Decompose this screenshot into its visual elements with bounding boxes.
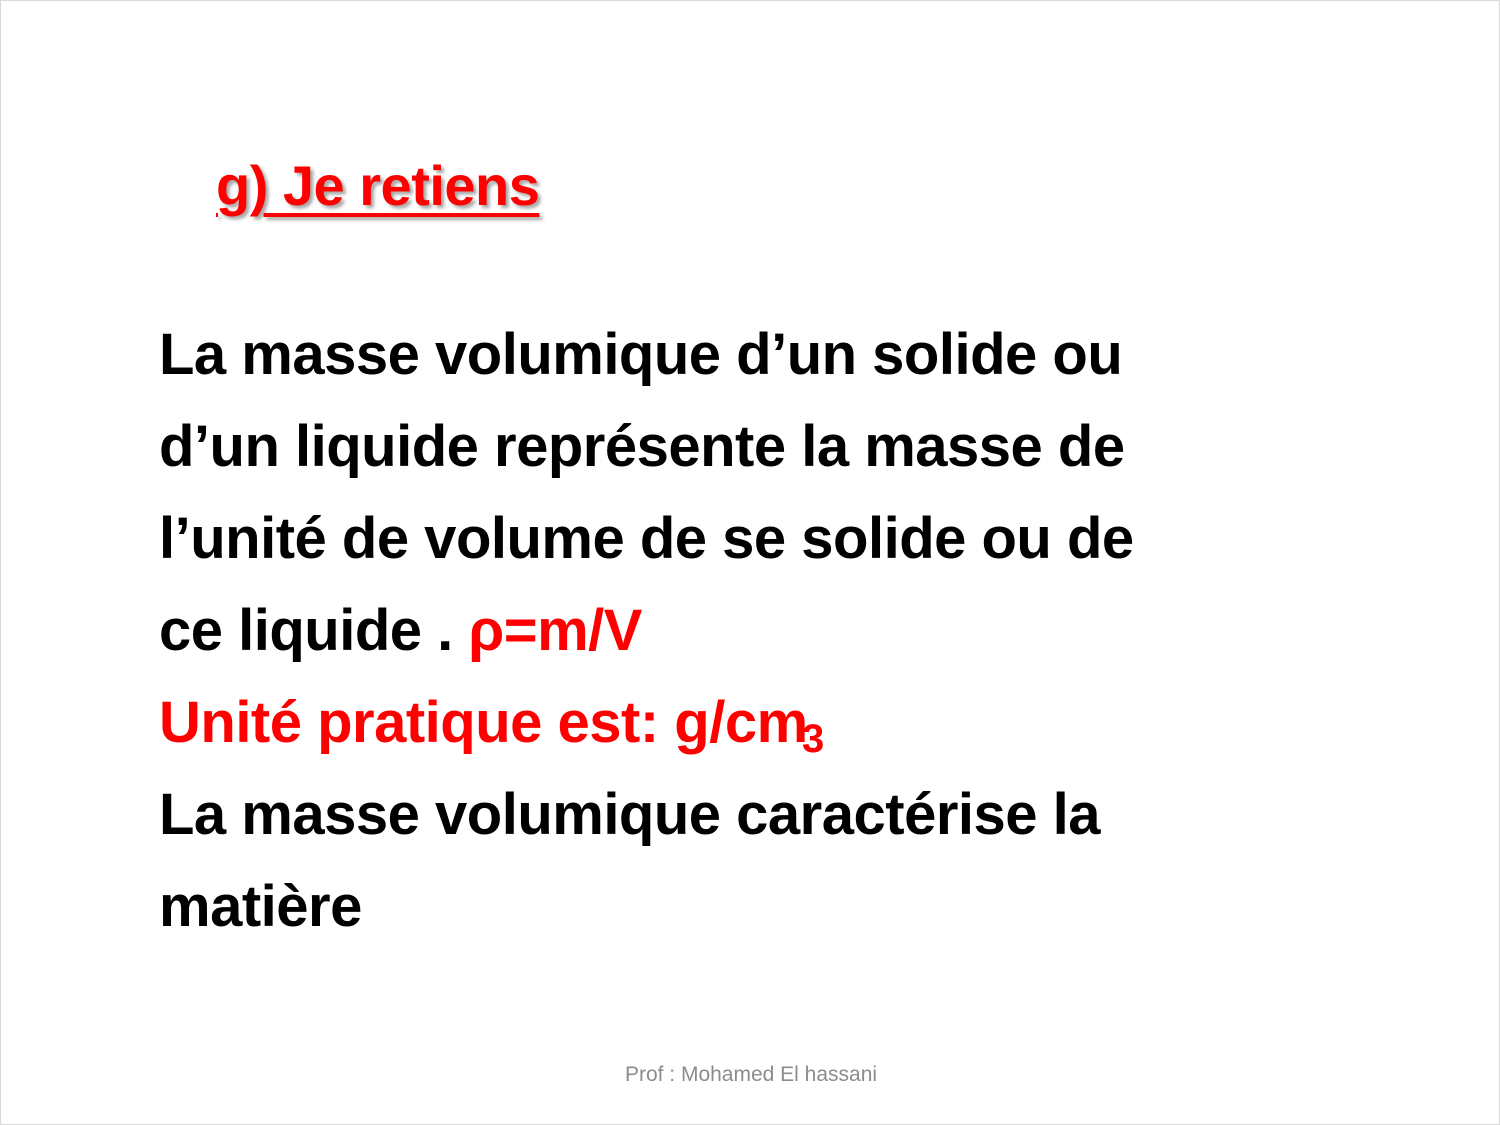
footer-author: Prof : Mohamed El hassani bbox=[624, 1063, 878, 1086]
body-line-6: La masse volumique caractérise la bbox=[159, 782, 1101, 847]
density-formula: ρ=m/V bbox=[468, 598, 642, 663]
slide-body bbox=[159, 309, 1339, 953]
unit-exponent: 3 bbox=[802, 717, 824, 761]
unit-line bbox=[159, 677, 1339, 769]
body-line-4-text: ce liquide . bbox=[159, 598, 469, 663]
unit-text: Unité pratique est: g/cm bbox=[159, 690, 808, 755]
body-line-1: La masse volumique d’un solide ou bbox=[159, 322, 1123, 387]
body-line-7: matière bbox=[159, 874, 362, 939]
body-line-2: d’un liquide représente la masse de bbox=[159, 414, 1125, 479]
body-line-3: l’unité de volume de se solide ou de bbox=[159, 506, 1134, 571]
slide-heading: g) Je retiens bbox=[216, 154, 540, 217]
body-line-4 bbox=[159, 585, 1339, 677]
